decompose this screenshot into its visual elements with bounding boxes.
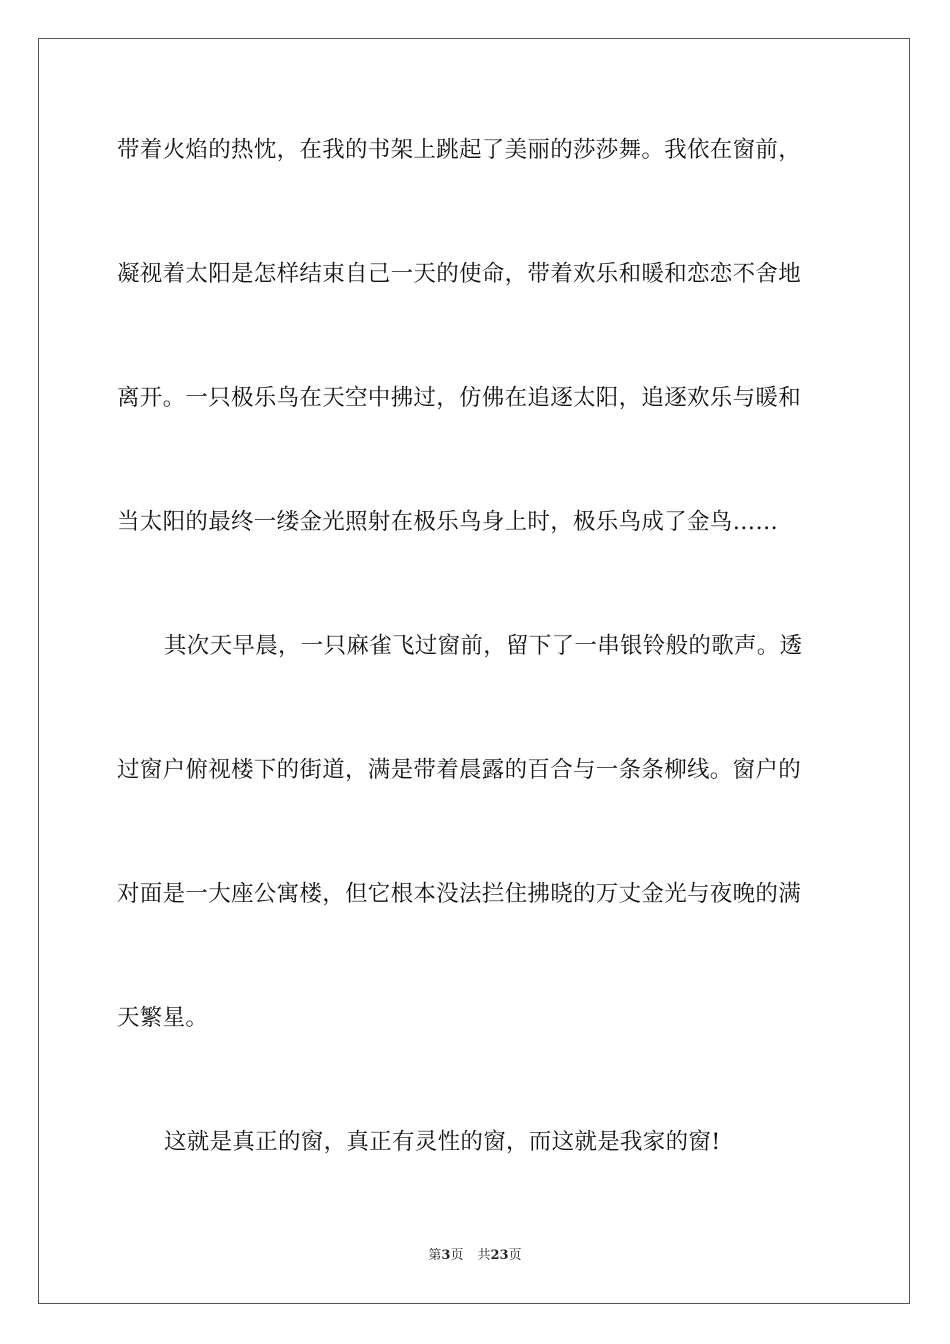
paragraph-line-9: 这就是真正的窗，真正有灵性的窗，而这就是我家的窗! [164, 1129, 721, 1155]
paragraph-line-5: 其次天早晨，一只麻雀飞过窗前，留下了一串银铃般的歌声。透 [164, 633, 803, 659]
paragraph-line-1: 带着火焰的热忱，在我的书架上跳起了美丽的莎莎舞。我依在窗前， [117, 137, 802, 163]
page-border [38, 38, 910, 1304]
paragraph-line-2: 凝视着太阳是怎样结束自己一天的使命，带着欢乐和暖和恋恋不舍地 [117, 261, 802, 287]
total-suffix: 页 [508, 1248, 522, 1263]
paragraph-line-7: 对面是一大座公寓楼，但它根本没法拦住拂晓的万丈金光与夜晚的满 [117, 881, 802, 907]
page-suffix: 页 [450, 1248, 464, 1263]
page-prefix: 第 [428, 1248, 442, 1263]
page-number: 3 [441, 1248, 451, 1263]
total-pages: 23 [490, 1248, 509, 1263]
page-footer [0, 1247, 950, 1265]
total-prefix: 共 [477, 1248, 491, 1263]
paragraph-line-3: 离开。一只极乐鸟在天空中拂过，仿佛在追逐太阳，追逐欢乐与暖和 [117, 385, 802, 411]
paragraph-line-6: 过窗户俯视楼下的街道，满是带着晨露的百合与一条条柳线。窗户的 [117, 757, 802, 783]
paragraph-line-8: 天繁星。 [117, 1005, 209, 1031]
paragraph-line-4: 当太阳的最终一缕金光照射在极乐鸟身上时，极乐鸟成了金鸟…… [117, 509, 779, 535]
